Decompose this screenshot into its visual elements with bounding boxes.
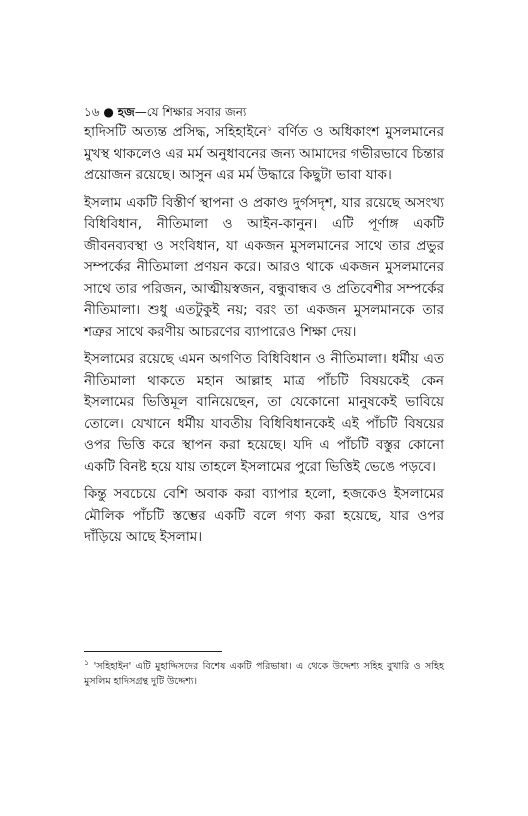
footnote-text: 'সহিহাইন' এটি মুহাদ্দিসদের বিশেষ একটি পরিভাষা। এ থেকে উদ্দেশ্য সহিহ বুখারি ও সহিহ মুসলিম হাদিসগ্রন্থ দুটি উদ্দেশ্য। bbox=[84, 661, 444, 687]
running-header bbox=[84, 104, 444, 120]
book-subtitle: —যে শিক্ষার সবার জন্য bbox=[134, 105, 247, 119]
paragraph-3: ইসলামের রয়েছে এমন অগণিত বিধিবিধান ও নীতিমালা। ধর্মীয় এত নীতিমালা থাকতে মহান আল্লাহ মাত্র পাঁচটি বিষয়কেই কেন ইসলামের ভিত্তিমূল বানিয়েছেন, তা যেকোনো মানুষকেই ভাবিয়ে তোলে। যেখানে ধর্মীয় যাবতীয় বিধিবিধানকেই এই পাঁচটি বিষয়ের ওপর ভিত্তি করে স্থাপন করা হয়েছে। যদি এ পাঁচটি বস্তুর কোনো একটি বিনষ্ট হয়ে যায় তাহলে ইসলামের পুরো ভিত্তিই ভেঙে পড়বে। bbox=[84, 351, 444, 475]
paragraph-1-text-after-ref: বর্ণিত ও অধিকাংশ মুসলমানের মুখস্থ থাকলেও এর মর্ম অনুধাবনের জন্য আমাদের গভীরভাবে চিন্তার প্রয়োজন রয়েছে। আসুন এর মর্ম উদ্ধারে কিছুটা ভাবা যাক। bbox=[84, 124, 444, 183]
footnote-divider bbox=[84, 651, 222, 652]
page-body bbox=[84, 104, 444, 555]
footnote bbox=[84, 659, 444, 689]
paragraph-1 bbox=[84, 122, 444, 187]
paragraph-1-text-before-ref: হাদিসটি অত্যন্ত প্রসিদ্ধ, সহিহাইনে bbox=[84, 124, 267, 140]
page-number: ১৬ bbox=[84, 105, 100, 119]
footnote-reference[interactable]: ১ bbox=[266, 123, 273, 133]
paragraph-2: ইসলাম একটি বিস্তীর্ণ স্থাপনা ও প্রকাণ্ড দুর্গসদৃশ, যার রয়েছে অসংখ্য বিধিবিধান, নীতিমালা ও আইন-কানুন। এটি পূর্ণাঙ্গ একটি জীবনব্যবস্থা ও সংবিধান, যা একজন মুসলমানের সাথে তার প্রভুর সম্পর্কের নীতিমালা প্রণয়ন করে। আরও থাকে একজন মুসলমানের সাথে তার পরিজন, আত্মীয়স্বজন, বন্ধুবান্ধব ও প্রতিবেশীর সম্পর্কের নীতিমালা। শুধু এতটুকুই নয়; বরং তা একজন মুসলমানকে তার শত্রুর সাথে করণীয় আচরণের ব্যাপারেও শিক্ষা দেয়। bbox=[84, 194, 444, 340]
paragraph-4: কিন্তু সবচেয়ে বেশি অবাক করা ব্যাপার হলো, হজকেও ইসলামের মৌলিক পাঁচটি স্তম্ভের একটি বলে গণ্য করা হয়েছে, যার ওপর দাঁড়িয়ে আছে ইসলাম। bbox=[84, 486, 444, 545]
footnote-marker: ১ bbox=[84, 657, 90, 667]
book-short-title: হজ bbox=[117, 105, 135, 119]
bullet-separator: ● bbox=[103, 105, 114, 119]
